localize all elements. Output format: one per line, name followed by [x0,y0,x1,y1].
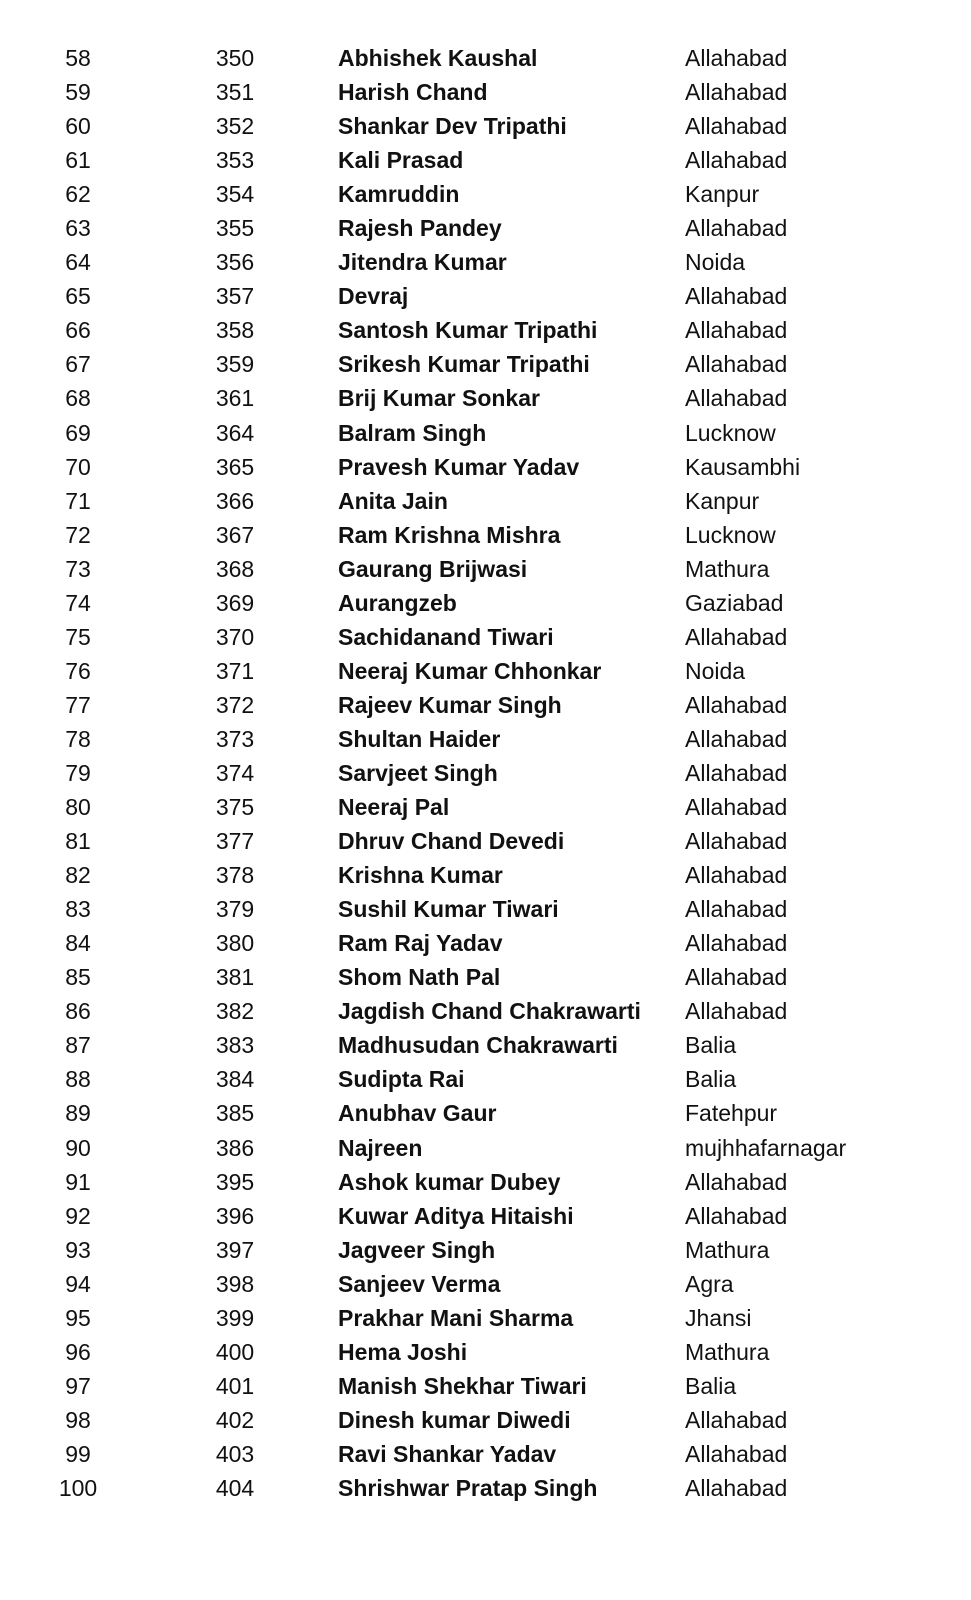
table-row [0,245,971,279]
table-row [0,1062,971,1096]
table-row [0,177,971,211]
id-number-cell: 385 [215,1100,255,1127]
serial-number-cell: 69 [65,419,91,446]
name-cell: Jagveer Singh [338,1236,496,1263]
table-row [0,313,971,347]
city-cell: Jhansi [685,1304,752,1331]
name-cell: Rajesh Pandey [338,215,502,242]
table-row [0,416,971,450]
name-cell: Jagdish Chand Chakrawarti [338,998,641,1025]
table-row [0,1096,971,1130]
serial-number-cell: 83 [65,896,91,923]
id-number-cell: 404 [215,1474,255,1501]
name-cell: Dhruv Chand Devedi [338,828,565,855]
city-cell: Gaziabad [685,589,784,616]
table-row [0,552,971,586]
table-row [0,143,971,177]
id-number-cell: 365 [215,453,255,480]
serial-number-cell: 80 [65,794,91,821]
serial-number-cell: 95 [65,1304,91,1331]
table-row [0,926,971,960]
id-number-cell: 377 [215,828,255,855]
name-cell: Jitendra Kumar [338,249,507,276]
name-cell: Ram Krishna Mishra [338,521,561,548]
table-row [0,518,971,552]
name-cell: Abhishek Kaushal [338,45,538,71]
serial-number-cell: 100 [58,1474,98,1501]
table-row [0,279,971,313]
name-cell: Srikesh Kumar Tripathi [338,351,590,378]
serial-number-cell: 68 [65,385,91,412]
table-row [0,824,971,858]
serial-number-cell: 86 [65,998,91,1025]
city-cell: Allahabad [685,147,788,174]
serial-number-cell: 64 [65,249,91,276]
table-row [0,790,971,824]
city-cell: Allahabad [685,691,788,718]
name-cell: Kamruddin [338,181,460,208]
name-cell: Brij Kumar Sonkar [338,385,540,412]
serial-number-cell: 96 [65,1338,91,1365]
city-cell: Allahabad [685,45,788,71]
id-number-cell: 383 [215,1032,255,1059]
name-cell: Sarvjeet Singh [338,759,498,786]
id-number-cell: 380 [215,930,255,957]
serial-number-cell: 94 [65,1270,91,1297]
serial-number-cell: 76 [65,657,91,684]
id-number-cell: 364 [215,419,255,446]
serial-number-cell: 61 [65,147,91,174]
city-cell: Allahabad [685,317,788,344]
table-row [0,1233,971,1267]
serial-number-cell: 99 [65,1440,91,1467]
city-cell: Fatehpur [685,1100,778,1127]
city-cell: Mathura [685,555,770,582]
table-row [0,1131,971,1165]
name-cell: Shrishwar Pratap Singh [338,1474,598,1501]
id-number-cell: 366 [215,487,255,514]
name-cell: Santosh Kumar Tripathi [338,317,598,344]
id-number-cell: 401 [215,1372,255,1399]
serial-number-cell: 73 [65,555,91,582]
city-cell: Balia [685,1372,737,1399]
id-number-cell: 384 [215,1066,255,1093]
table-row [0,586,971,620]
city-cell: Allahabad [685,828,788,855]
table-row [0,722,971,756]
table-row [0,1165,971,1199]
city-cell: Allahabad [685,1474,788,1501]
id-number-cell: 386 [215,1134,255,1161]
id-number-cell: 379 [215,896,255,923]
name-cell: Gaurang Brijwasi [338,555,528,582]
name-cell: Kuwar Aditya Hitaishi [338,1202,574,1229]
name-cell: Neeraj Pal [338,794,450,821]
name-cell: Ravi Shankar Yadav [338,1440,557,1467]
table-row [0,347,971,381]
table-row [0,450,971,484]
id-number-cell: 397 [215,1236,255,1263]
name-cell: Shankar Dev Tripathi [338,113,567,140]
id-number-cell: 357 [215,283,255,310]
id-number-cell: 354 [215,181,255,208]
city-cell: Lucknow [685,419,776,446]
id-number-cell: 361 [215,385,255,412]
name-cell: Ashok kumar Dubey [338,1168,561,1195]
id-number-cell: 370 [215,623,255,650]
table-row [0,381,971,415]
serial-number-cell: 91 [65,1168,91,1195]
id-number-cell: 403 [215,1440,255,1467]
serial-number-cell: 98 [65,1406,91,1433]
id-number-cell: 367 [215,521,255,548]
serial-number-cell: 74 [65,589,91,616]
serial-number-cell: 60 [65,113,91,140]
city-cell: Noida [685,657,746,684]
id-number-cell: 378 [215,862,255,889]
table-row [0,756,971,790]
serial-number-cell: 79 [65,759,91,786]
serial-number-cell: 77 [65,691,91,718]
name-list-table [0,41,971,1505]
table-row [0,688,971,722]
serial-number-cell: 70 [65,453,91,480]
name-cell: Pravesh Kumar Yadav [338,453,580,480]
table-row [0,484,971,518]
city-cell: Kanpur [685,487,760,514]
city-cell: Allahabad [685,351,788,378]
name-cell: Neeraj Kumar Chhonkar [338,657,602,684]
city-cell: Allahabad [685,113,788,140]
serial-number-cell: 66 [65,317,91,344]
table-row [0,1301,971,1335]
city-cell: Balia [685,1066,737,1093]
table-row [0,1369,971,1403]
table-row [0,211,971,245]
name-cell: Manish Shekhar Tiwari [338,1372,587,1399]
serial-number-cell: 89 [65,1100,91,1127]
id-number-cell: 382 [215,998,255,1025]
name-cell: Aurangzeb [338,589,457,616]
id-number-cell: 396 [215,1202,255,1229]
serial-number-cell: 81 [65,828,91,855]
name-cell: Sanjeev Verma [338,1270,501,1297]
name-cell: Sudipta Rai [338,1066,465,1093]
serial-number-cell: 82 [65,862,91,889]
table-row [0,109,971,143]
table-row [0,620,971,654]
id-number-cell: 369 [215,589,255,616]
table-row [0,1437,971,1471]
city-cell: Allahabad [685,1406,788,1433]
city-cell: Allahabad [685,930,788,957]
id-number-cell: 353 [215,147,255,174]
name-cell: Shultan Haider [338,725,501,752]
city-cell: Mathura [685,1338,770,1365]
name-cell: Dinesh kumar Diwedi [338,1406,571,1433]
table-row [0,1267,971,1301]
id-number-cell: 351 [215,79,255,106]
city-cell: Allahabad [685,725,788,752]
table-row [0,75,971,109]
name-cell: Hema Joshi [338,1338,468,1365]
table-row [0,1335,971,1369]
name-cell: Krishna Kumar [338,862,503,889]
serial-number-cell: 72 [65,521,91,548]
serial-number-cell: 65 [65,283,91,310]
city-cell: Allahabad [685,215,788,242]
serial-number-cell: 71 [65,487,91,514]
serial-number-cell: 75 [65,623,91,650]
id-number-cell: 355 [215,215,255,242]
id-number-cell: 375 [215,794,255,821]
name-cell: Anita Jain [338,487,448,514]
name-cell: Devraj [338,283,409,310]
city-cell: Allahabad [685,1168,788,1195]
serial-number-cell: 88 [65,1066,91,1093]
city-cell: Allahabad [685,896,788,923]
city-cell: Allahabad [685,964,788,991]
id-number-cell: 371 [215,657,255,684]
table-row [0,892,971,926]
table-row [0,1403,971,1437]
city-cell: Allahabad [685,1202,788,1229]
id-number-cell: 352 [215,113,255,140]
serial-number-cell: 62 [65,181,91,208]
city-cell: Lucknow [685,521,776,548]
serial-number-cell: 92 [65,1202,91,1229]
name-cell: Sachidanand Tiwari [338,623,554,650]
serial-number-cell: 67 [65,351,91,378]
name-cell: Madhusudan Chakrawarti [338,1032,618,1059]
serial-number-cell: 87 [65,1032,91,1059]
id-number-cell: 372 [215,691,255,718]
table-row [0,994,971,1028]
serial-number-cell: 78 [65,725,91,752]
id-number-cell: 399 [215,1304,255,1331]
name-cell: Prakhar Mani Sharma [338,1304,574,1331]
id-number-cell: 373 [215,725,255,752]
table-row [0,654,971,688]
id-number-cell: 358 [215,317,255,344]
name-cell: Harish Chand [338,79,488,106]
table-row [0,41,971,75]
city-cell: mujhhafarnagar [685,1134,847,1161]
id-number-cell: 359 [215,351,255,378]
id-number-cell: 402 [215,1406,255,1433]
table-row [0,858,971,892]
serial-number-cell: 93 [65,1236,91,1263]
city-cell: Kanpur [685,181,760,208]
city-cell: Kausambhi [685,453,801,480]
id-number-cell: 398 [215,1270,255,1297]
city-cell: Allahabad [685,283,788,310]
id-number-cell: 368 [215,555,255,582]
name-cell: Sushil Kumar Tiwari [338,896,559,923]
name-cell: Ram Raj Yadav [338,930,503,957]
id-number-cell: 356 [215,249,255,276]
serial-number-cell: 58 [65,45,91,71]
city-cell: Agra [685,1270,734,1297]
city-cell: Allahabad [685,862,788,889]
city-cell: Allahabad [685,623,788,650]
id-number-cell: 395 [215,1168,255,1195]
name-cell: Kali Prasad [338,147,464,174]
serial-number-cell: 97 [65,1372,91,1399]
city-cell: Allahabad [685,385,788,412]
name-cell: Balram Singh [338,419,487,446]
serial-number-cell: 85 [65,964,91,991]
id-number-cell: 381 [215,964,255,991]
table-row [0,1471,971,1505]
serial-number-cell: 63 [65,215,91,242]
serial-number-cell: 59 [65,79,91,106]
serial-number-cell: 84 [65,930,91,957]
name-cell: Shom Nath Pal [338,964,501,991]
city-cell: Allahabad [685,794,788,821]
city-cell: Balia [685,1032,737,1059]
table-row [0,960,971,994]
table-row [0,1028,971,1062]
name-cell: Najreen [338,1134,423,1161]
name-cell: Anubhav Gaur [338,1100,497,1127]
id-number-cell: 350 [215,45,255,71]
city-cell: Allahabad [685,759,788,786]
city-cell: Allahabad [685,79,788,106]
serial-number-cell: 90 [65,1134,91,1161]
name-cell: Rajeev Kumar Singh [338,691,562,718]
id-number-cell: 400 [215,1338,255,1365]
city-cell: Noida [685,249,746,276]
city-cell: Allahabad [685,1440,788,1467]
table-row [0,1199,971,1233]
city-cell: Mathura [685,1236,770,1263]
city-cell: Allahabad [685,998,788,1025]
id-number-cell: 374 [215,759,255,786]
